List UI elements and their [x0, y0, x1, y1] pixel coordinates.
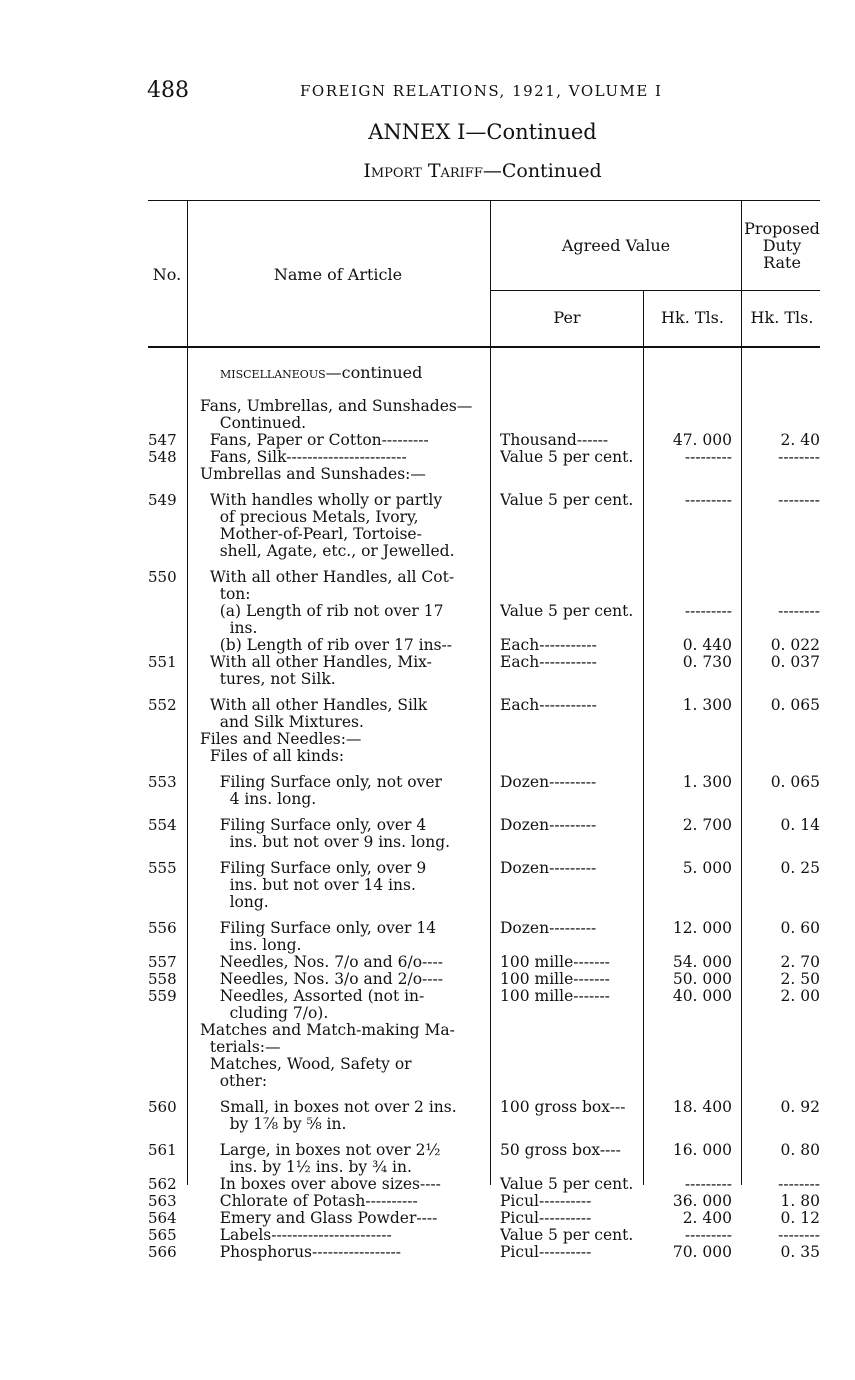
- col-rule-4: [741, 200, 742, 1185]
- per-unit: Each-----------: [500, 654, 597, 671]
- col-header-proposed-hk-tls: Hk. Tls.: [750, 308, 814, 327]
- duty-rate: 0. 35: [780, 1243, 820, 1261]
- article-name: Fans, Umbrellas, and Sunshades—: [200, 397, 473, 415]
- duty-rate: 2. 00: [780, 987, 820, 1005]
- article-name: In boxes over above sizes----: [200, 1175, 441, 1193]
- article-name: Umbrellas and Sunshades:—: [200, 465, 426, 483]
- article-name: Chlorate of Potash----------: [200, 1192, 418, 1210]
- section-rest: —continued: [325, 363, 423, 382]
- table-top-rule: [148, 200, 820, 201]
- article-name: other:: [200, 1072, 268, 1090]
- col-rule-3: [643, 290, 644, 1185]
- per-unit: Picul----------: [500, 1210, 592, 1227]
- article-name: With all other Handles, Mix-: [200, 653, 432, 671]
- duty-rate: 2. 40: [780, 431, 820, 449]
- row-number: 552: [148, 696, 177, 714]
- annex-title: ANNEX I—Continued: [368, 120, 597, 144]
- article-name: Needles, Assorted (not in-: [200, 987, 425, 1005]
- col-header-name: Name of Article: [273, 265, 403, 284]
- col-header-no: No.: [152, 265, 182, 284]
- subtitle-rest: —Continued: [482, 160, 602, 182]
- row-number: 555: [148, 859, 177, 877]
- header-bottom-rule: [148, 346, 820, 348]
- duty-rate: 0. 80: [780, 1141, 820, 1159]
- per-unit: Each-----------: [500, 637, 597, 654]
- agreed-value: 54. 000: [672, 953, 732, 971]
- per-unit: Picul----------: [500, 1193, 592, 1210]
- duty-rate: 0. 065: [770, 696, 820, 714]
- article-name: of precious Metals, Ivory,: [200, 508, 419, 526]
- per-unit: Value 5 per cent.: [500, 449, 634, 466]
- section-smallcaps: miscellaneous: [220, 363, 326, 382]
- col-rule-2: [490, 200, 491, 1185]
- row-number: 550: [148, 568, 177, 586]
- article-name: Small, in boxes not over 2 ins.: [200, 1098, 457, 1116]
- col-header-proposed-duty-rate: Proposed Duty Rate: [744, 219, 820, 272]
- agreed-value: 50. 000: [672, 970, 732, 988]
- article-name: ton:: [200, 585, 251, 603]
- duty-rate: --------: [778, 1226, 820, 1244]
- row-number: 553: [148, 773, 177, 791]
- per-unit: Thousand------: [500, 432, 609, 449]
- agreed-value: 40. 000: [672, 987, 732, 1005]
- article-name: ins. long.: [200, 936, 302, 954]
- row-number: 561: [148, 1141, 177, 1159]
- article-name: Files and Needles:—: [200, 730, 362, 748]
- article-name: ins. but not over 9 ins. long.: [200, 833, 451, 851]
- row-number: 548: [148, 448, 177, 466]
- article-name: shell, Agate, etc., or Jewelled.: [200, 542, 455, 560]
- col-rule-1: [187, 200, 188, 1185]
- article-name: Mother-of-Pearl, Tortoise-: [200, 525, 422, 543]
- agreed-value: 2. 700: [682, 816, 732, 834]
- duty-rate: 0. 065: [770, 773, 820, 791]
- duty-rate: 2. 70: [780, 953, 820, 971]
- per-unit: Value 5 per cent.: [500, 1227, 634, 1244]
- per-unit: 100 mille-------: [500, 988, 610, 1005]
- agreed-value: 70. 000: [672, 1243, 732, 1261]
- article-name: Needles, Nos. 7/o and 6/o----: [200, 953, 443, 971]
- article-name: ins. but not over 14 ins.: [200, 876, 416, 894]
- agreed-value: ---------: [684, 602, 732, 620]
- article-name: Filing Surface only, over 14: [200, 919, 437, 937]
- per-unit: Value 5 per cent.: [500, 492, 634, 509]
- running-head: FOREIGN RELATIONS, 1921, VOLUME I: [300, 82, 663, 100]
- agreed-value: 0. 730: [682, 653, 732, 671]
- article-name: by 1⅞ by ⅝ in.: [200, 1115, 347, 1133]
- row-number: 565: [148, 1226, 177, 1244]
- article-name: (a) Length of rib not over 17: [200, 602, 444, 620]
- duty-rate: 0. 14: [780, 816, 820, 834]
- article-name: tures, not Silk.: [200, 670, 336, 688]
- row-number: 564: [148, 1209, 177, 1227]
- duty-rate: 0. 25: [780, 859, 820, 877]
- article-name: Fans, Paper or Cotton---------: [200, 431, 429, 449]
- duty-rate: --------: [778, 602, 820, 620]
- agreed-value: 16. 000: [672, 1141, 732, 1159]
- article-name: ins.: [200, 619, 258, 637]
- article-name: Filing Surface only, not over: [200, 773, 442, 791]
- table-subtitle: [0, 160, 855, 182]
- duty-rate: 2. 50: [780, 970, 820, 988]
- agreed-value: 1. 300: [682, 773, 732, 791]
- row-number: 556: [148, 919, 177, 937]
- per-unit: Each-----------: [500, 697, 597, 714]
- duty-rate: 0. 92: [780, 1098, 820, 1116]
- agreed-value: 0. 440: [682, 636, 732, 654]
- duty-rate: 0. 12: [780, 1209, 820, 1227]
- agreed-value: 12. 000: [672, 919, 732, 937]
- agreed-value: ---------: [684, 491, 732, 509]
- article-name: With all other Handles, all Cot-: [200, 568, 455, 586]
- per-unit: Dozen---------: [500, 774, 597, 791]
- article-name: Matches and Match-making Ma-: [200, 1021, 455, 1039]
- per-unit: Dozen---------: [500, 860, 597, 877]
- article-name: cluding 7/o).: [200, 1004, 329, 1022]
- agreed-value: 36. 000: [672, 1192, 732, 1210]
- row-number: 562: [148, 1175, 177, 1193]
- agreed-value: 47. 000: [672, 431, 732, 449]
- agreed-value: 5. 000: [682, 859, 732, 877]
- row-number: 558: [148, 970, 177, 988]
- agreed-value: ---------: [684, 448, 732, 466]
- agreed-value: 18. 400: [672, 1098, 732, 1116]
- article-name: long.: [200, 893, 269, 911]
- duty-rate: --------: [778, 1175, 820, 1193]
- page-number: 488: [147, 78, 189, 103]
- row-number: 563: [148, 1192, 177, 1210]
- duty-rate: 0. 037: [770, 653, 820, 671]
- per-unit: 100 mille-------: [500, 954, 610, 971]
- duty-rate: 0. 022: [770, 636, 820, 654]
- article-name: Phosphorus-----------------: [200, 1243, 402, 1261]
- article-name: Files of all kinds:: [200, 747, 345, 765]
- per-unit: Value 5 per cent.: [500, 603, 634, 620]
- per-unit: Dozen---------: [500, 920, 597, 937]
- per-unit: Value 5 per cent.: [500, 1176, 634, 1193]
- article-name: With handles wholly or partly: [200, 491, 443, 509]
- per-unit: 50 gross box----: [500, 1142, 621, 1159]
- article-name: 4 ins. long.: [200, 790, 317, 808]
- col-header-hk-tls: Hk. Tls.: [661, 308, 724, 327]
- row-number: 549: [148, 491, 177, 509]
- agreed-value: ---------: [684, 1175, 732, 1193]
- row-number: 557: [148, 953, 177, 971]
- article-name: Filing Surface only, over 9: [200, 859, 427, 877]
- per-unit: 100 mille-------: [500, 971, 610, 988]
- article-name: Fans, Silk-----------------------: [200, 448, 407, 466]
- col-header-per: Per: [553, 308, 581, 327]
- row-number: 551: [148, 653, 177, 671]
- agreed-value: 1. 300: [682, 696, 732, 714]
- article-name: Matches, Wood, Safety or: [200, 1055, 412, 1073]
- article-name: With all other Handles, Silk: [200, 696, 428, 714]
- duty-rate: --------: [778, 448, 820, 466]
- article-name: terials:—: [200, 1038, 281, 1056]
- row-number: 559: [148, 987, 177, 1005]
- article-name: Labels-----------------------: [200, 1226, 392, 1244]
- article-name: Needles, Nos. 3/o and 2/o----: [200, 970, 443, 988]
- subtitle-smallcaps: Import Tariff: [363, 160, 483, 182]
- row-number: 554: [148, 816, 177, 834]
- agreed-value-rule: [490, 290, 820, 291]
- per-unit: 100 gross box---: [500, 1099, 626, 1116]
- col-header-agreed-value: Agreed Value: [561, 236, 671, 255]
- row-number: 547: [148, 431, 177, 449]
- duty-rate: 0. 60: [780, 919, 820, 937]
- article-name: ins. by 1½ ins. by ¾ in.: [200, 1158, 412, 1176]
- row-number: 560: [148, 1098, 177, 1116]
- article-name: and Silk Mixtures.: [200, 713, 364, 731]
- section-heading: [220, 363, 422, 382]
- duty-rate: 1. 80: [780, 1192, 820, 1210]
- agreed-value: 2. 400: [682, 1209, 732, 1227]
- per-unit: Dozen---------: [500, 817, 597, 834]
- article-name: Emery and Glass Powder----: [200, 1209, 438, 1227]
- article-name: Large, in boxes not over 2½: [200, 1141, 441, 1159]
- article-name: Continued.: [200, 414, 307, 432]
- row-number: 566: [148, 1243, 177, 1261]
- article-name: Filing Surface only, over 4: [200, 816, 427, 834]
- agreed-value: ---------: [684, 1226, 732, 1244]
- article-name: (b) Length of rib over 17 ins--: [200, 636, 452, 654]
- duty-rate: --------: [778, 491, 820, 509]
- per-unit: Picul----------: [500, 1244, 592, 1261]
